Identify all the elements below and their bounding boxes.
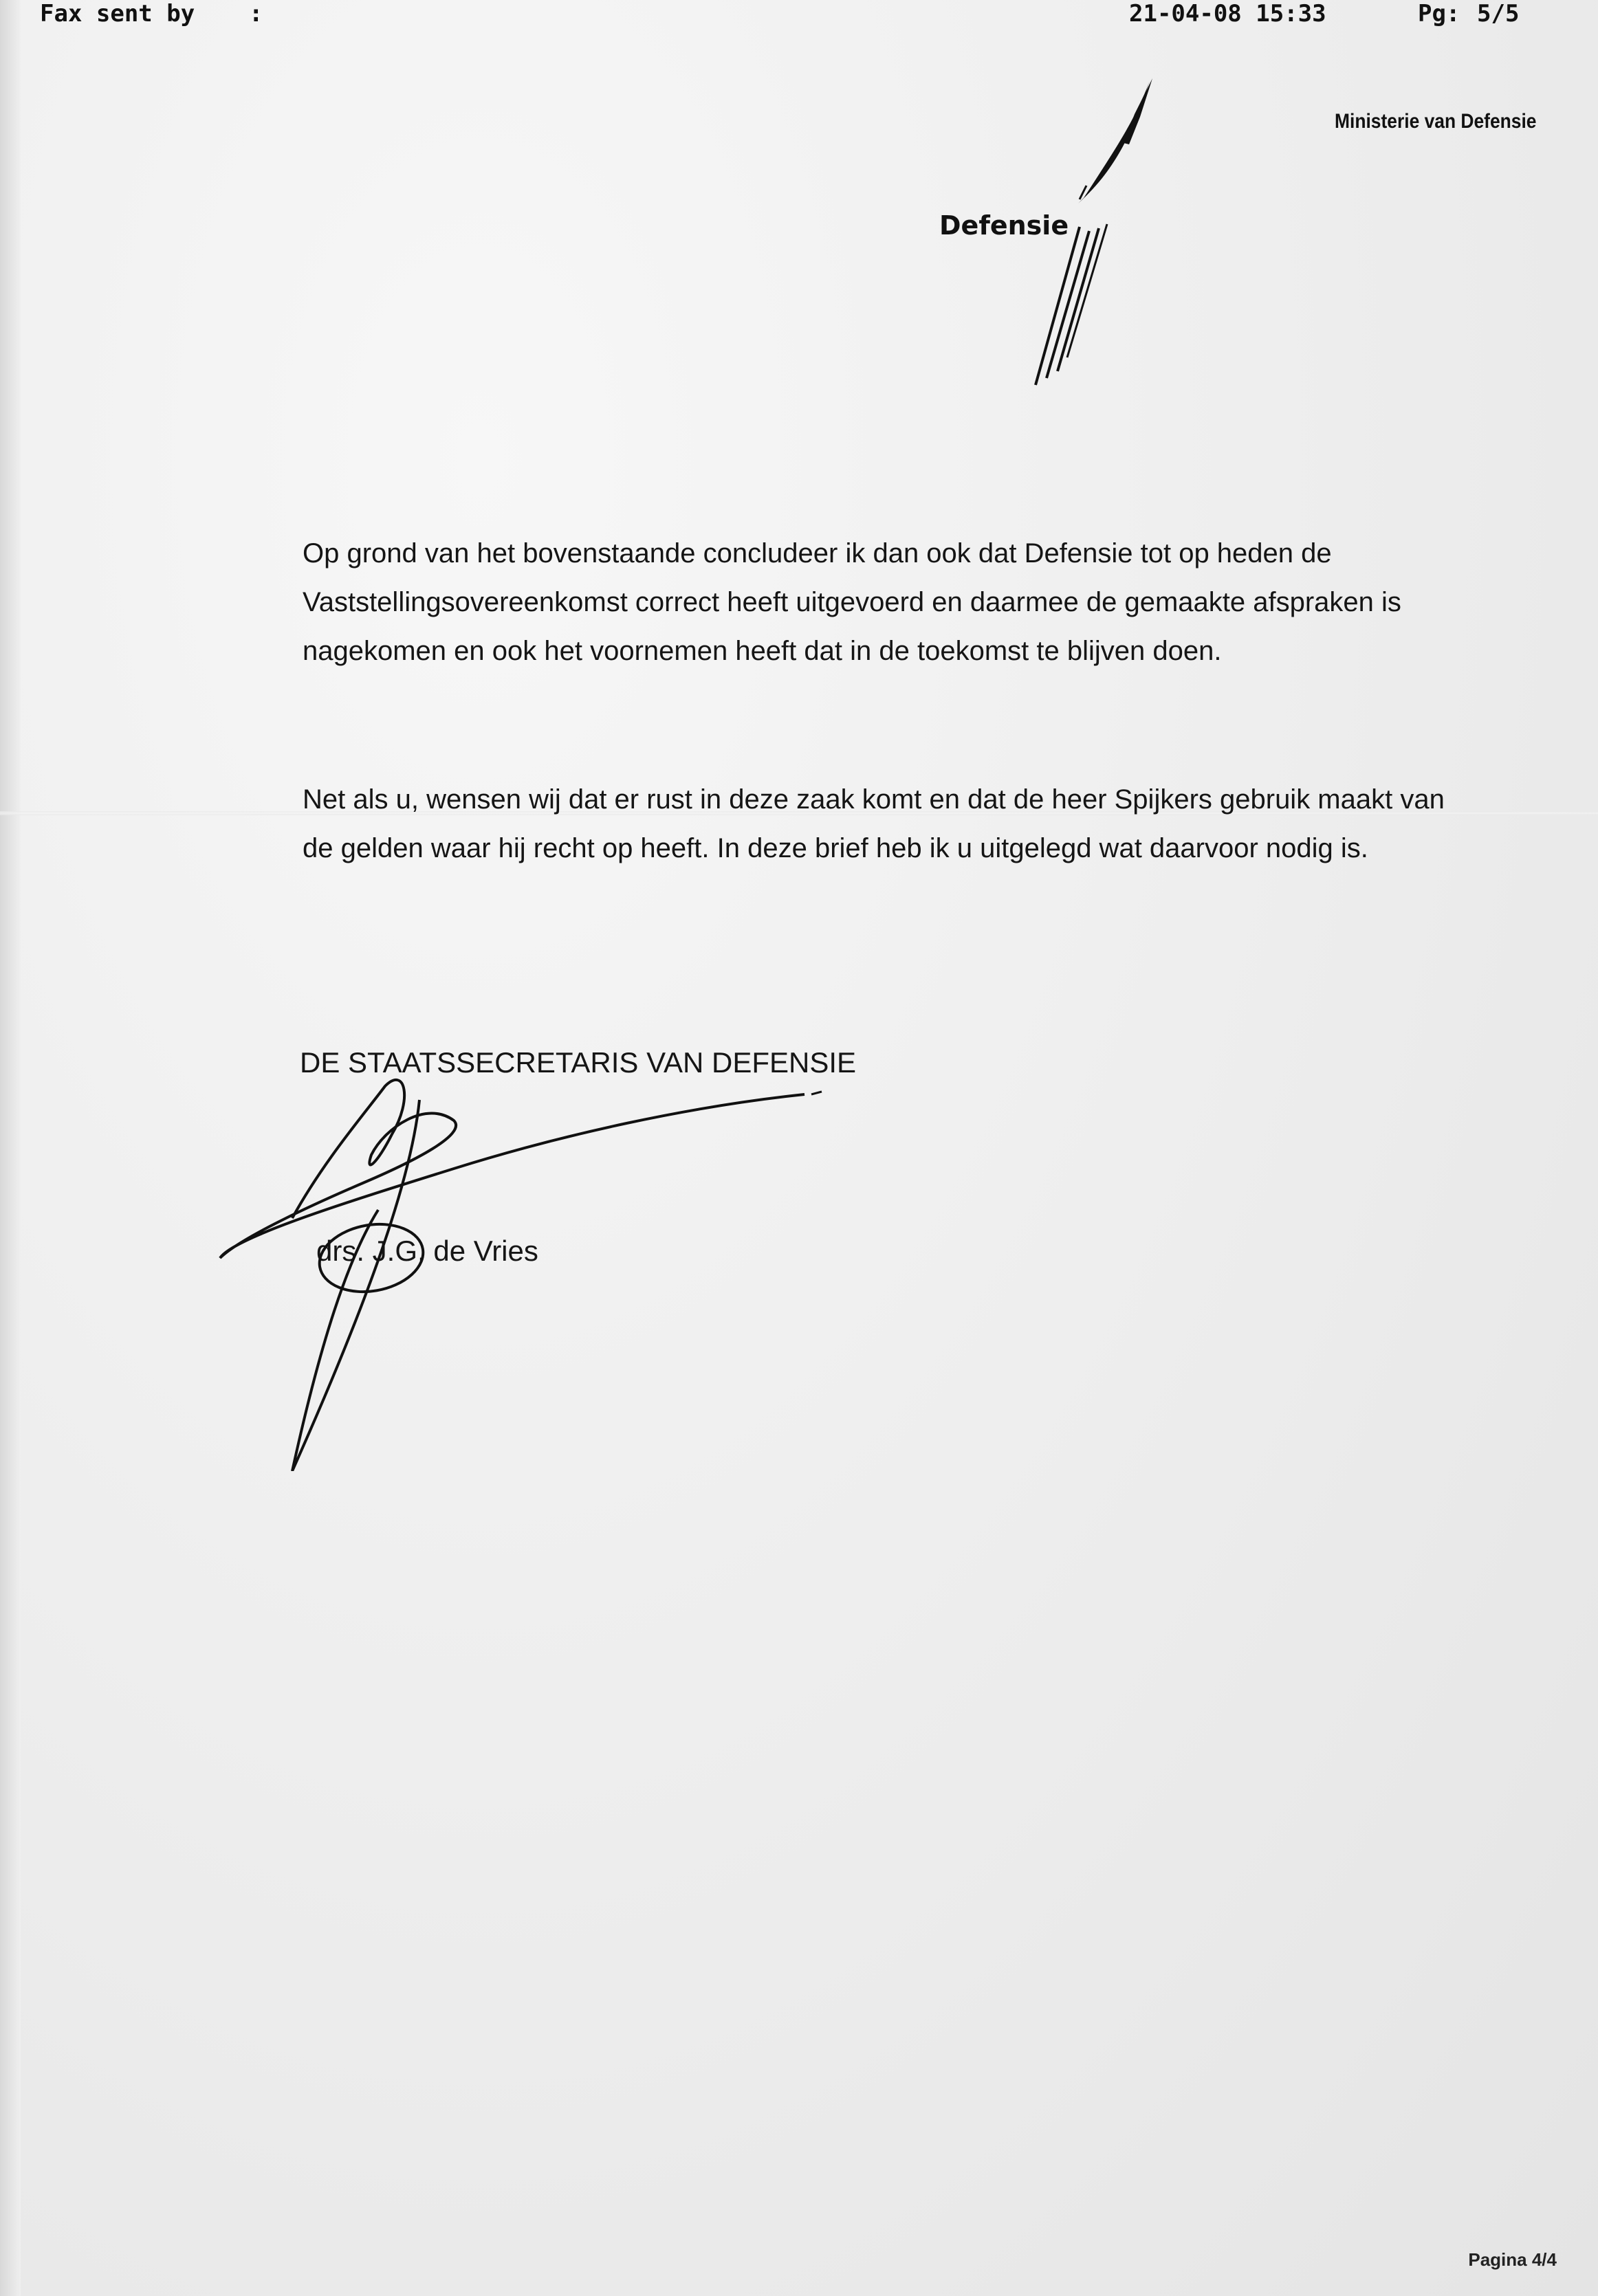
fax-sent-by-label: Fax sent by <box>40 0 195 27</box>
fax-header <box>0 0 1598 34</box>
handwritten-signature-icon <box>206 1059 963 1471</box>
defensie-logo-icon <box>949 69 1183 412</box>
paper-left-edge <box>0 0 21 2296</box>
fax-datetime: 21-04-08 15:33 <box>1129 0 1326 27</box>
page-number: Pagina 4/4 <box>1468 2249 1557 2270</box>
fax-sent-by-colon: : <box>249 0 263 27</box>
ministry-name: Ministerie van Defensie <box>1334 110 1536 133</box>
closing-title: DE STAATSSECRETARIS VAN DEFENSIE <box>300 1046 857 1079</box>
body-paragraph-2: Net als u, wensen wij dat er rust in deze zaak komt en dat de heer Spijkers gebruik maakt van de gelden waar hij recht op heeft. In deze brief heb ik u uitgelegd wat daarvoor nodig is. <box>303 784 1445 863</box>
fax-page-label: Pg: <box>1418 0 1460 27</box>
signer-name: drs. J.G. de Vries <box>316 1235 538 1267</box>
logo-wordmark: Defensie <box>939 210 1069 241</box>
body-paragraph-1: Op grond van het bovenstaande concludeer ik dan ook dat Defensie tot op heden de Vaststellingsovereenkomst correct heeft uitgevoerd en daarmee de gemaakte afspraken is nagekomen en ook het voornemen heeft dat in de toekomst te blijven doen. <box>303 538 1401 666</box>
fax-page-value: 5/5 <box>1477 0 1520 27</box>
